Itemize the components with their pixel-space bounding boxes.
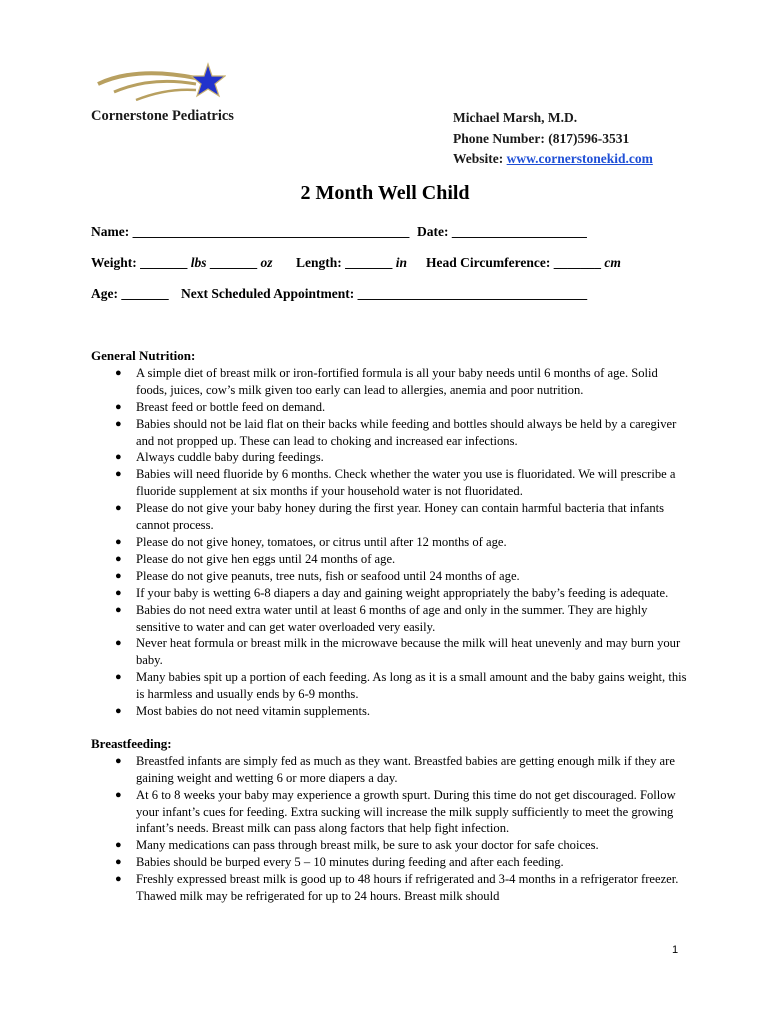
in-unit: in — [395, 255, 408, 270]
date-field[interactable]: Date: ____________________ — [417, 224, 587, 239]
list-item-text: Babies do not need extra water until at least 6 months of age and only in the summer. They are highly sensitive to water and can get water overloaded very easily. — [136, 602, 648, 634]
list-item — [91, 500, 691, 534]
list-item-text: Please do not give hen eggs until 24 months of age. — [136, 551, 396, 566]
list-item — [91, 416, 691, 450]
bullet-icon: ● — [115, 754, 122, 767]
weight-label: Weight: _______ — [91, 255, 191, 270]
list-item-text: Please do not give honey, tomatoes, or citrus until after 12 months of age. — [136, 534, 507, 549]
page-number: 1 — [672, 944, 679, 956]
bullet-icon: ● — [115, 839, 122, 852]
next-appointment-field[interactable]: Next Scheduled Appointment: __________________________________ — [181, 286, 588, 301]
age-field[interactable]: Age: _______ — [91, 286, 169, 301]
bullet-icon: ● — [115, 705, 122, 718]
head-circumference-field[interactable] — [426, 255, 621, 271]
list-item — [91, 568, 691, 585]
weight-field[interactable] — [91, 255, 273, 271]
website-label: Website: — [453, 151, 507, 166]
doctor-contact-block — [453, 108, 653, 170]
bullet-icon: ● — [115, 400, 122, 413]
list-item-text: Breastfed infants are simply fed as much as they want. Breastfed babies are getting enough milk if they are gaining weight and wetting 6 or more diapers a day. — [136, 753, 675, 785]
list-item — [91, 585, 691, 602]
list-item — [91, 466, 691, 500]
list-item-text: A simple diet of breast milk or iron-fortified formula is all your baby needs until 6 months of age. Solid foods, juices, cow’s milk given too early can lead to allergies, anemia and poor nutrition. — [136, 365, 658, 397]
section-gap — [91, 720, 691, 736]
list-item — [91, 703, 691, 720]
bullet-icon: ● — [115, 603, 122, 616]
bullet-icon: ● — [115, 788, 122, 801]
list-item — [91, 635, 691, 669]
nutrition-list — [91, 365, 691, 720]
bullet-icon: ● — [115, 552, 122, 565]
bullet-icon: ● — [115, 856, 122, 869]
list-item-text: Breast feed or bottle feed on demand. — [136, 399, 326, 414]
weight-mid: _______ — [206, 255, 261, 270]
oz-unit: oz — [260, 255, 273, 270]
bullet-icon: ● — [115, 451, 122, 464]
phone-line — [453, 129, 653, 150]
list-item — [91, 854, 691, 871]
breastfeeding-heading: Breastfeeding: — [91, 735, 172, 751]
list-item — [91, 534, 691, 551]
list-item — [91, 837, 691, 854]
phone-number: (817)596-3531 — [548, 130, 630, 146]
website-link[interactable]: www.cornerstonekid.com — [506, 151, 653, 166]
breastfeeding-list — [91, 753, 691, 905]
list-item-text: Freshly expressed breast milk is good up to 48 hours if refrigerated and 3-4 months in a refrigerator freezer. Thawed milk may be refrigerated for up to 24 hours. Breast milk should — [136, 872, 679, 904]
name-field[interactable]: Name: _________________________________________ — [91, 224, 410, 239]
bullet-icon: ● — [115, 873, 122, 886]
length-label: Length: _______ — [296, 255, 396, 270]
page-title: 2 Month Well Child — [300, 182, 470, 204]
org-name: Cornerstone Pediatrics — [91, 108, 234, 124]
doctor-name: Michael Marsh, M.D. — [453, 110, 578, 125]
bullet-icon: ● — [115, 417, 122, 430]
bullet-icon: ● — [115, 586, 122, 599]
list-item-text: At 6 to 8 weeks your baby may experience a growth spurt. During this time do not get discouraged. Follow your infant’s cues for feeding. Extra sucking will increase the milk supply sufficiently to meet the growing infant’s needs. Breast milk can pass along factors that help fight infection. — [136, 787, 676, 836]
list-item-text: Most babies do not need vitamin supplements. — [136, 704, 371, 719]
bullet-icon: ● — [115, 502, 122, 515]
list-item-text: Please do not give your baby honey during the first year. Honey can contain harmful bacteria that infants cannot process. — [136, 501, 665, 533]
content-body — [91, 348, 691, 905]
star-logo-icon — [96, 62, 226, 106]
head-label: Head Circumference: _______ — [426, 255, 605, 270]
cm-unit: cm — [604, 255, 621, 270]
list-item-text: Always cuddle baby during feedings. — [136, 450, 324, 465]
list-item-text: Never heat formula or breast milk in the microwave because the milk will heat unevenly and may burn your baby. — [136, 636, 681, 668]
website-line — [453, 149, 653, 170]
list-item-text: Many babies spit up a portion of each feeding. As long as it is a small amount and the baby gains weight, this is harmless and usually ends by 6-9 months. — [136, 670, 687, 702]
bullet-icon: ● — [115, 569, 122, 582]
list-item — [91, 551, 691, 568]
lbs-unit: lbs — [190, 255, 207, 270]
list-item-text: Please do not give peanuts, tree nuts, fish or seafood until 24 months of age. — [136, 568, 520, 583]
length-field[interactable] — [296, 255, 407, 271]
bullet-icon: ● — [115, 366, 122, 379]
list-item — [91, 753, 691, 787]
list-item-text: Babies should be burped every 5 – 10 minutes during feeding and after each feeding. — [136, 855, 564, 870]
bullet-icon: ● — [115, 671, 122, 684]
nutrition-heading: General Nutrition: — [91, 348, 196, 363]
bullet-icon: ● — [115, 535, 122, 548]
bullet-icon: ● — [115, 468, 122, 481]
list-item — [91, 669, 691, 703]
list-item — [91, 399, 691, 416]
list-item — [91, 449, 691, 466]
list-item — [91, 787, 691, 838]
list-item — [91, 871, 691, 905]
list-item-text: Babies will need fluoride by 6 months. Check whether the water you use is fluoridated. We will prescribe a fluoride supplement at six months if your household water is not fluoridated. — [136, 467, 676, 499]
list-item — [91, 365, 691, 399]
list-item-text: If your baby is wetting 6-8 diapers a day and gaining weight appropriately the baby’s feeding is adequate. — [136, 585, 669, 600]
list-item-text: Many medications can pass through breast milk, be sure to ask your doctor for safe choices. — [136, 838, 599, 853]
phone-label: Phone Number: — [453, 130, 549, 146]
bullet-icon: ● — [115, 637, 122, 650]
list-item — [91, 602, 691, 636]
list-item-text: Babies should not be laid flat on their backs while feeding and bottles should always be held by a caregiver and not propped up. These can lead to choking and increased ear infections. — [136, 416, 677, 448]
